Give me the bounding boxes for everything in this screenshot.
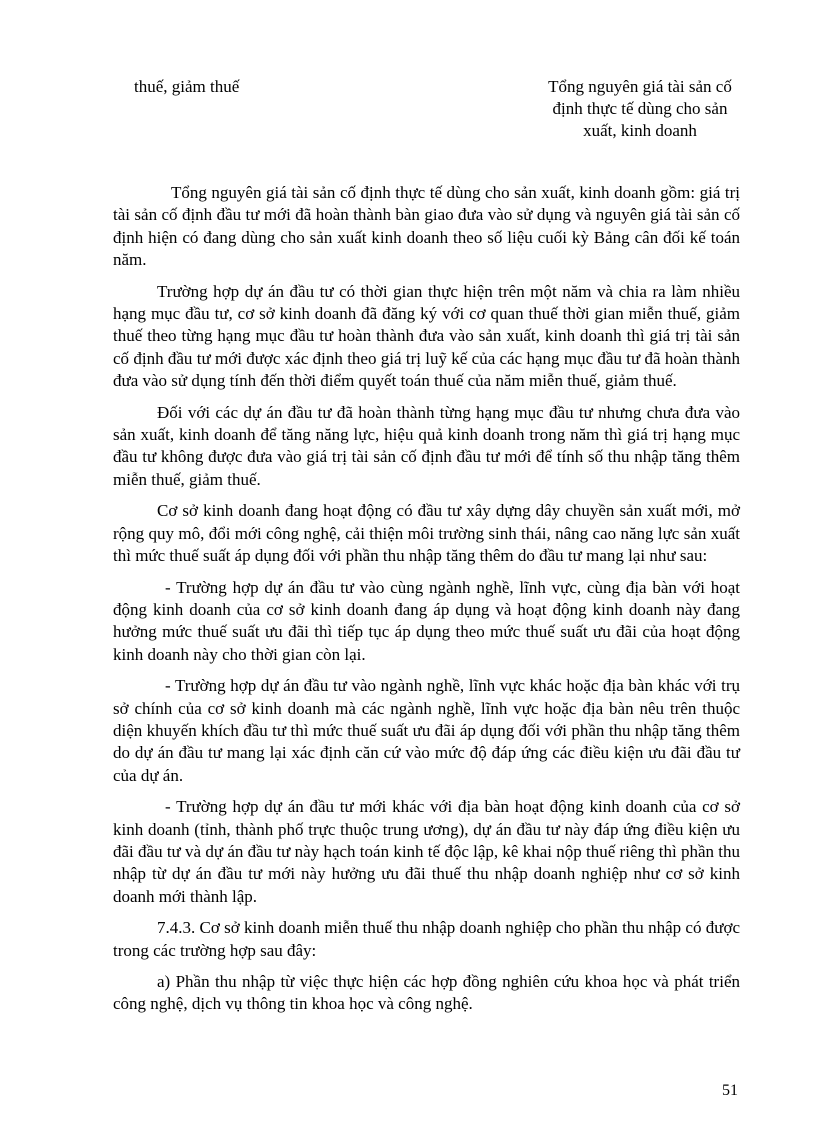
paragraph: Đối với các dự án đầu tư đã hoàn thành từng hạng mục đầu tư nhưng chưa đưa vào sản xuất, kinh doanh để tăng năng lực, hiệu quả kinh doanh trong năm thì giá trị hạng mục đầu tư không được đưa vào giá trị tài sản cố định đầu tư mới để tính số thu nhập tăng thêm miễn thuế, giảm thuế. [113, 402, 740, 489]
document-body [113, 182, 740, 1025]
paragraph: Trường hợp dự án đầu tư có thời gian thực hiện trên một năm và chia ra làm nhiều hạng mục đầu tư, cơ sở kinh doanh đã đăng ký với cơ quan thuế thời gian miễn thuế, giảm thuế theo từng hạng mục đầu tư hoàn thành đưa vào sản xuất, kinh doanh thì giá trị tài sản cố định đầu tư mới được xác định theo giá trị luỹ kế của các hạng mục đầu tư đã hoàn thành đưa vào sử dụng tính đến thời điểm quyết toán thuế của năm miễn thuế, giảm thuế. [113, 281, 740, 391]
bullet-paragraph: - Trường hợp dự án đầu tư vào ngành nghề, lĩnh vực khác hoặc địa bàn khác với trụ sở chính của cơ sở kinh doanh mà các ngành nghề, lĩnh vực hoặc địa bàn nêu trên thuộc diện khuyến khích đầu tư thì mức thuế suất ưu đãi áp dụng đối với phần thu nhập tăng thêm do dự án đầu tư mang lại xác định căn cứ vào mức độ đáp ứng các điều kiện ưu đãi đầu tư của dự án. [113, 676, 740, 785]
header-right-text: Tổng nguyên giá tài sản cố định thực tế dùng cho sản xuất, kinh doanh [548, 77, 732, 140]
bullet-paragraph: - Trường hợp dự án đầu tư vào cùng ngành nghề, lĩnh vực, cùng địa bàn với hoạt động kinh doanh của cơ sở kinh doanh đang áp dụng và hoạt động kinh doanh này đang hưởng mức thuế suất ưu đãi thì tiếp tục áp dụng theo mức thuế suất ưu đãi của hoạt động kinh doanh này cho thời gian còn lại. [113, 577, 740, 664]
bullet-paragraph: - Trường hợp dự án đầu tư mới khác với địa bàn hoạt động kinh doanh của cơ sở kinh doanh (tỉnh, thành phố trực thuộc trung ương), dự án đầu tư này đáp ứng điều kiện ưu đãi đầu tư và dự án đầu tư này hạch toán kinh tế độc lập, kê khai nộp thuế riêng thì phần thu nhập từ dự án đầu tư mới này hưởng ưu đãi thuế thu nhập doanh nghiệp như cơ sở kinh doanh mới thành lập. [113, 797, 740, 906]
paragraph: Tổng nguyên giá tài sản cố định thực tế dùng cho sản xuất, kinh doanh gồm: giá trị tài sản cố định đầu tư mới đã hoàn thành bàn giao đưa vào sử dụng và nguyên giá tài sản cố định hiện có đang dùng cho sản xuất kinh doanh theo số liệu cuối kỳ Bảng cân đối kế toán năm. [113, 183, 740, 270]
header-left-text: thuế, giảm thuế [134, 77, 240, 96]
page-number: 51 [722, 1082, 738, 1099]
paragraph: Cơ sở kinh doanh đang hoạt động có đầu tư xây dựng dây chuyền sản xuất mới, mở rộng quy mô, đổi mới công nghệ, cải thiện môi trường sinh thái, nâng cao năng lực sản xuất thì mức thuế suất áp dụng đối với phần thu nhập tăng thêm do đầu tư mang lại như sau: [113, 501, 740, 566]
paragraph: a) Phần thu nhập từ việc thực hiện các hợp đồng nghiên cứu khoa học và phát triển công nghệ, dịch vụ thông tin khoa học và công nghệ. [113, 972, 740, 1014]
section-heading-paragraph: 7.4.3. Cơ sở kinh doanh miễn thuế thu nhập doanh nghiệp cho phần thu nhập có được trong các trường hợp sau đây: [113, 918, 740, 960]
